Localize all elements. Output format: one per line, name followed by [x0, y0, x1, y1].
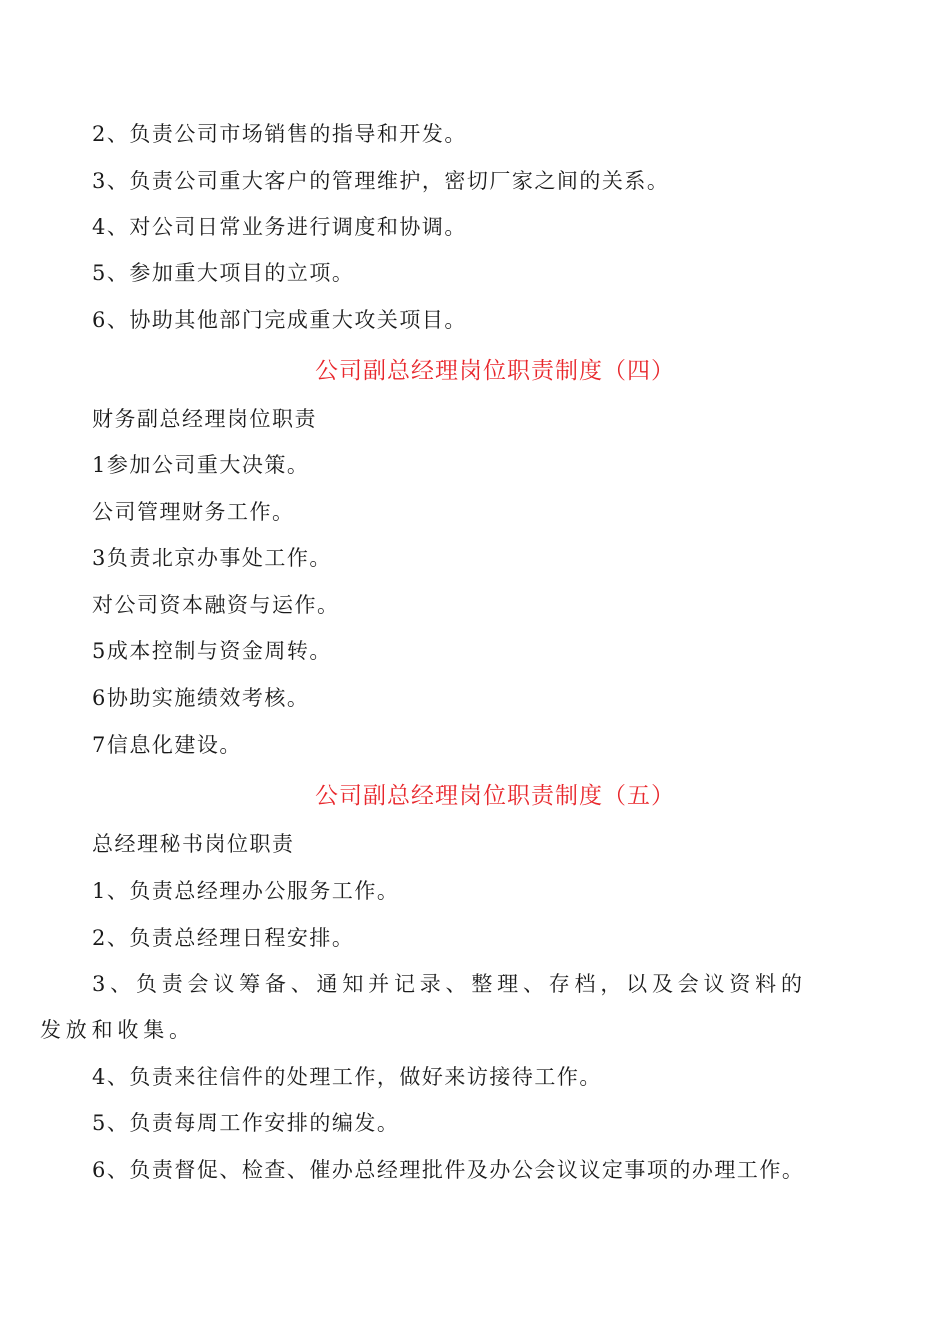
paragraph: 6协助实施绩效考核。: [92, 686, 310, 710]
paragraph: 对公司资本融资与运作。: [92, 593, 340, 617]
section-subtitle: 总经理秘书岗位职责: [92, 832, 295, 856]
paragraph: 1参加公司重大决策。: [92, 453, 310, 477]
paragraph: 3负责北京办事处工作。: [92, 546, 332, 570]
paragraph: 5成本控制与资金周转。: [92, 639, 332, 663]
paragraph: 公司管理财务工作。: [92, 500, 295, 524]
paragraph: 3、负责公司重大客户的管理维护，密切厂家之间的关系。: [92, 169, 670, 193]
paragraph: 4、负责来往信件的处理工作，做好来访接待工作。: [92, 1065, 602, 1089]
paragraph: 2、负责公司市场销售的指导和开发。: [92, 122, 467, 146]
paragraph: 6、负责督促、检查、催办总经理批件及办公会议议定事项的办理工作。: [92, 1158, 805, 1182]
paragraph: 6、协助其他部门完成重大攻关项目。: [92, 308, 467, 332]
section-heading: 公司副总经理岗位职责制度（五）: [315, 783, 675, 809]
paragraph: 4、对公司日常业务进行调度和协调。: [92, 215, 467, 239]
paragraph: 5、参加重大项目的立项。: [92, 261, 355, 285]
section-heading: 公司副总经理岗位职责制度（四）: [315, 358, 675, 384]
paragraph: 2、负责总经理日程安排。: [92, 926, 355, 950]
paragraph: 1、负责总经理办公服务工作。: [92, 879, 400, 903]
paragraph: 7信息化建设。: [92, 733, 242, 757]
section-subtitle: 财务副总经理岗位职责: [92, 407, 317, 431]
paragraph: 3、负责会议筹备、通知并记录、整理、存档，以及会议资料的发放和收集。: [40, 972, 807, 1042]
paragraph: 5、负责每周工作安排的编发。: [92, 1111, 400, 1135]
